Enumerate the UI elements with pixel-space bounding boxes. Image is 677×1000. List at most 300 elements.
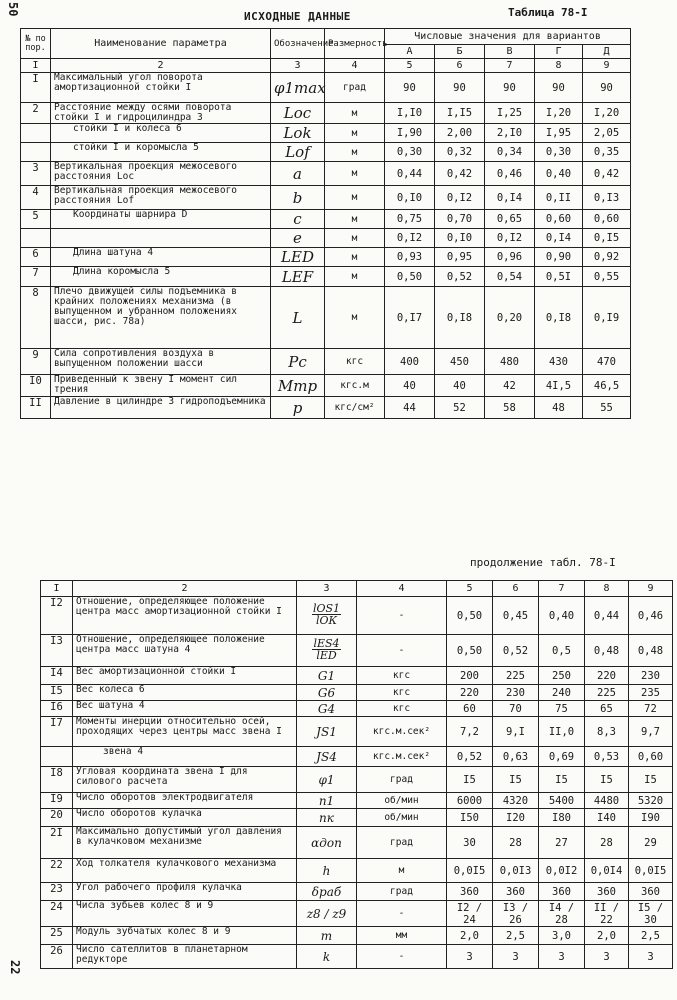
value-cell: I5: [493, 767, 539, 793]
row-number: I7: [41, 717, 73, 747]
table-row: [21, 73, 631, 103]
param-name: звена 4: [73, 747, 297, 767]
value-cell: 0,44: [385, 162, 435, 186]
value-cell: 0,I0: [385, 186, 435, 210]
param-name: Давление в цилиндре 3 гидроподъемника: [51, 397, 271, 419]
row-number: 2I: [41, 827, 73, 859]
param-symbol: G1: [297, 667, 357, 685]
value-cell: 75: [539, 701, 585, 717]
table-1: [20, 28, 631, 419]
value-cell: 200: [447, 667, 493, 685]
param-symbol: Lok: [271, 124, 325, 143]
param-name: стойки I и коромысла 5: [51, 143, 271, 162]
param-name: Максимально допустимый угол давления в кулачковом механизме: [73, 827, 297, 859]
table-row: [21, 375, 631, 397]
param-unit: -: [357, 901, 447, 927]
param-unit: -: [357, 945, 447, 969]
value-cell: 0,I2: [385, 229, 435, 248]
param-name: Угловая координата звена I для силового расчета: [73, 767, 297, 793]
value-cell: 0,I2: [485, 229, 535, 248]
header-variant: В: [485, 45, 535, 59]
param-unit: -: [357, 635, 447, 667]
column-number: 4: [325, 59, 385, 73]
page-number-bottom: 22: [8, 960, 22, 975]
table-2: [40, 580, 673, 969]
table-row: [21, 186, 631, 210]
value-cell: 2,0: [585, 927, 629, 945]
value-cell: I,I5: [435, 103, 485, 124]
value-cell: 450: [435, 349, 485, 375]
param-unit: кгс/см²: [325, 397, 385, 419]
value-cell: II / 22: [585, 901, 629, 927]
value-cell: 0,I0: [435, 229, 485, 248]
row-number: II: [21, 397, 51, 419]
param-name: Расстояние между осями поворота стойки I и гидроцилиндра 3: [51, 103, 271, 124]
param-name: Число оборотов кулачка: [73, 809, 297, 827]
table-row: [21, 248, 631, 267]
value-cell: 0,48: [629, 635, 673, 667]
row-number: I9: [41, 793, 73, 809]
column-number: 7: [539, 581, 585, 597]
value-cell: 44: [385, 397, 435, 419]
row-number: I: [21, 73, 51, 103]
value-cell: 58: [485, 397, 535, 419]
value-cell: 0,48: [585, 635, 629, 667]
value-cell: I4 / 28: [539, 901, 585, 927]
value-cell: 0,I9: [583, 287, 631, 349]
value-cell: 90: [435, 73, 485, 103]
param-unit: -: [357, 597, 447, 635]
value-cell: I2 / 24: [447, 901, 493, 927]
row-number: I2: [41, 597, 73, 635]
value-cell: 230: [629, 667, 673, 685]
value-cell: 72: [629, 701, 673, 717]
param-symbol: LED: [271, 248, 325, 267]
value-cell: 52: [435, 397, 485, 419]
value-cell: 0,46: [485, 162, 535, 186]
value-cell: 3: [493, 945, 539, 969]
value-cell: 3: [447, 945, 493, 969]
table-row: [41, 747, 673, 767]
param-unit: м: [325, 162, 385, 186]
symbol-fraction: [312, 603, 341, 626]
value-cell: 5320: [629, 793, 673, 809]
value-cell: 2,05: [583, 124, 631, 143]
fraction-numerator: lОS1: [312, 602, 341, 615]
value-cell: 0,5I: [535, 267, 583, 287]
header-variant: Г: [535, 45, 583, 59]
value-cell: 0,I8: [535, 287, 583, 349]
value-cell: 2,00: [435, 124, 485, 143]
value-cell: I,25: [485, 103, 535, 124]
value-cell: 0,I2: [435, 186, 485, 210]
param-symbol: nк: [297, 809, 357, 827]
param-name: Максимальный угол поворота амортизационной стойки I: [51, 73, 271, 103]
value-cell: 90: [385, 73, 435, 103]
value-cell: 30: [447, 827, 493, 859]
value-cell: 0,40: [535, 162, 583, 186]
param-unit: град: [357, 827, 447, 859]
param-unit: об/мин: [357, 793, 447, 809]
param-symbol: αдоп: [297, 827, 357, 859]
param-unit: м: [325, 287, 385, 349]
value-cell: 0,52: [435, 267, 485, 287]
table-row: [21, 397, 631, 419]
row-number: 26: [41, 945, 73, 969]
header-name: Наименование параметра: [51, 29, 271, 59]
value-cell: 0,90: [535, 248, 583, 267]
row-number: I8: [41, 767, 73, 793]
value-cell: 3: [585, 945, 629, 969]
value-cell: 225: [493, 667, 539, 685]
param-name: Вес шатуна 4: [73, 701, 297, 717]
column-number: 2: [73, 581, 297, 597]
column-number: 3: [271, 59, 325, 73]
value-cell: 2,I0: [485, 124, 535, 143]
value-cell: 27: [539, 827, 585, 859]
param-symbol: JS4: [297, 747, 357, 767]
value-cell: 360: [585, 883, 629, 901]
page-title: ИСХОДНЫЕ ДАННЫЕ: [244, 10, 351, 23]
param-symbol: [297, 635, 357, 667]
table-row: [21, 349, 631, 375]
column-number: 8: [585, 581, 629, 597]
value-cell: 3,0: [539, 927, 585, 945]
param-name: Длина коромысла 5: [51, 267, 271, 287]
table-row: [21, 124, 631, 143]
column-number: 5: [447, 581, 493, 597]
value-cell: 0,5: [539, 635, 585, 667]
value-cell: 0,35: [583, 143, 631, 162]
column-number: 3: [297, 581, 357, 597]
row-number: I5: [41, 685, 73, 701]
value-cell: I90: [629, 809, 673, 827]
value-cell: 28: [493, 827, 539, 859]
param-name: Вес колеса 6: [73, 685, 297, 701]
row-number: 3: [21, 162, 51, 186]
value-cell: 90: [583, 73, 631, 103]
column-number: 2: [51, 59, 271, 73]
value-cell: 2,5: [493, 927, 539, 945]
param-symbol: c: [271, 210, 325, 229]
fraction-denominator: lОК: [315, 614, 338, 627]
value-cell: 0,46: [629, 597, 673, 635]
row-number: [21, 229, 51, 248]
row-number: 8: [21, 287, 51, 349]
param-unit: кгс.м.сек²: [357, 747, 447, 767]
row-number: 20: [41, 809, 73, 827]
table-row: [21, 287, 631, 349]
table-row: [21, 267, 631, 287]
table-row: [41, 945, 673, 969]
value-cell: 360: [539, 883, 585, 901]
param-name: Моменты инерции относительно осей, проходящих через центры масс звена I: [73, 717, 297, 747]
value-cell: 0,II: [535, 186, 583, 210]
param-symbol: [297, 597, 357, 635]
value-cell: 0,40: [539, 597, 585, 635]
value-cell: 65: [585, 701, 629, 717]
header-variant: Д: [583, 45, 631, 59]
param-symbol: LEF: [271, 267, 325, 287]
value-cell: 0,60: [535, 210, 583, 229]
row-number: [41, 747, 73, 767]
column-number: 7: [485, 59, 535, 73]
value-cell: 0,I4: [535, 229, 583, 248]
value-cell: I50: [447, 809, 493, 827]
symbol-fraction: [312, 638, 340, 661]
value-cell: 0,60: [583, 210, 631, 229]
value-cell: 48: [535, 397, 583, 419]
param-unit: м: [325, 186, 385, 210]
value-cell: 360: [493, 883, 539, 901]
table-row: [41, 767, 673, 793]
table-label: Таблица 78-I: [508, 6, 588, 19]
row-number: 6: [21, 248, 51, 267]
value-cell: 6000: [447, 793, 493, 809]
param-unit: м: [325, 267, 385, 287]
param-symbol: Loc: [271, 103, 325, 124]
value-cell: 0,52: [447, 747, 493, 767]
value-cell: 9,I: [493, 717, 539, 747]
param-unit: мм: [357, 927, 447, 945]
value-cell: I20: [493, 809, 539, 827]
value-cell: I,I0: [385, 103, 435, 124]
param-symbol: p: [271, 397, 325, 419]
param-name: Угол рабочего профиля кулачка: [73, 883, 297, 901]
value-cell: II,0: [539, 717, 585, 747]
param-unit: кгс.м: [325, 375, 385, 397]
param-symbol: JS1: [297, 717, 357, 747]
value-cell: 0,50: [447, 635, 493, 667]
value-cell: I5: [539, 767, 585, 793]
param-symbol: L: [271, 287, 325, 349]
param-unit: град: [357, 767, 447, 793]
value-cell: 240: [539, 685, 585, 701]
row-number: [21, 124, 51, 143]
row-number: 22: [41, 859, 73, 883]
value-cell: 0,I5: [583, 229, 631, 248]
value-cell: 3: [629, 945, 673, 969]
value-cell: 0,63: [493, 747, 539, 767]
value-cell: 0,95: [435, 248, 485, 267]
table-row: [41, 701, 673, 717]
value-cell: 4320: [493, 793, 539, 809]
row-number: 7: [21, 267, 51, 287]
value-cell: 0,0I5: [629, 859, 673, 883]
column-number: I: [21, 59, 51, 73]
value-cell: 0,50: [447, 597, 493, 635]
value-cell: 360: [447, 883, 493, 901]
value-cell: 0,0I4: [585, 859, 629, 883]
param-unit: м: [325, 229, 385, 248]
value-cell: I,20: [583, 103, 631, 124]
value-cell: I5: [447, 767, 493, 793]
value-cell: 220: [585, 667, 629, 685]
value-cell: 0,34: [485, 143, 535, 162]
value-cell: 4I,5: [535, 375, 583, 397]
value-cell: 0,30: [385, 143, 435, 162]
param-name: Ход толкателя кулачкового механизма: [73, 859, 297, 883]
value-cell: 40: [435, 375, 485, 397]
row-number: 24: [41, 901, 73, 927]
table-row: [41, 859, 673, 883]
param-name: Вертикальная проекция межосевого расстояния Loc: [51, 162, 271, 186]
value-cell: 60: [447, 701, 493, 717]
row-number: I4: [41, 667, 73, 685]
param-name: Вес амортизационной стойки I: [73, 667, 297, 685]
value-cell: 8,3: [585, 717, 629, 747]
value-cell: 90: [485, 73, 535, 103]
row-number: 4: [21, 186, 51, 210]
param-unit: кгс: [357, 701, 447, 717]
param-name: Вертикальная проекция межосевого расстояния Lof: [51, 186, 271, 210]
value-cell: 0,96: [485, 248, 535, 267]
table-row: [21, 143, 631, 162]
header-variant: Б: [435, 45, 485, 59]
param-symbol: z8 / z9: [297, 901, 357, 927]
row-number: I0: [21, 375, 51, 397]
value-cell: I,95: [535, 124, 583, 143]
table-row: [41, 667, 673, 685]
header-symbol: Обозначение: [271, 29, 325, 59]
column-number: 8: [535, 59, 583, 73]
row-number: [21, 143, 51, 162]
value-cell: 0,I4: [485, 186, 535, 210]
value-cell: 220: [447, 685, 493, 701]
param-name: Координаты шарнира D: [51, 210, 271, 229]
value-cell: 40: [385, 375, 435, 397]
value-cell: 0,0I5: [447, 859, 493, 883]
param-symbol: h: [297, 859, 357, 883]
value-cell: I,20: [535, 103, 583, 124]
row-number: 5: [21, 210, 51, 229]
param-symbol: k: [297, 945, 357, 969]
param-symbol: Lof: [271, 143, 325, 162]
value-cell: 0,50: [385, 267, 435, 287]
value-cell: 0,42: [435, 162, 485, 186]
header-unit: Размерность: [325, 29, 385, 59]
param-unit: м: [325, 248, 385, 267]
value-cell: 0,0I2: [539, 859, 585, 883]
param-unit: кгс: [357, 685, 447, 701]
param-unit: кгс: [357, 667, 447, 685]
value-cell: 360: [629, 883, 673, 901]
param-name: Число оборотов электродвигателя: [73, 793, 297, 809]
param-unit: град: [325, 73, 385, 103]
table-row: [41, 901, 673, 927]
value-cell: 42: [485, 375, 535, 397]
param-unit: об/мин: [357, 809, 447, 827]
value-cell: 235: [629, 685, 673, 701]
param-symbol: b: [271, 186, 325, 210]
value-cell: 0,55: [583, 267, 631, 287]
param-unit: кгс.м.сек²: [357, 717, 447, 747]
value-cell: 0,69: [539, 747, 585, 767]
param-symbol: m: [297, 927, 357, 945]
column-number: 6: [493, 581, 539, 597]
header-values-group: Числовые значения для вариантов: [385, 29, 631, 45]
value-cell: 5400: [539, 793, 585, 809]
row-number: 2: [21, 103, 51, 124]
param-symbol: φ1: [297, 767, 357, 793]
value-cell: I5 / 30: [629, 901, 673, 927]
value-cell: 0,65: [485, 210, 535, 229]
value-cell: 225: [585, 685, 629, 701]
table-row: [41, 793, 673, 809]
value-cell: 0,53: [585, 747, 629, 767]
param-symbol: a: [271, 162, 325, 186]
value-cell: 0,42: [583, 162, 631, 186]
row-number: 9: [21, 349, 51, 375]
table-row: [21, 210, 631, 229]
row-number: 25: [41, 927, 73, 945]
value-cell: 0,70: [435, 210, 485, 229]
column-number: 6: [435, 59, 485, 73]
param-name: Числа зубьев колес 8 и 9: [73, 901, 297, 927]
column-number: 4: [357, 581, 447, 597]
value-cell: 46,5: [583, 375, 631, 397]
value-cell: 0,52: [493, 635, 539, 667]
param-unit: м: [325, 103, 385, 124]
table-row: [41, 809, 673, 827]
table-row: [41, 927, 673, 945]
param-symbol: δраб: [297, 883, 357, 901]
value-cell: I,90: [385, 124, 435, 143]
param-unit: град: [357, 883, 447, 901]
value-cell: 0,93: [385, 248, 435, 267]
value-cell: 230: [493, 685, 539, 701]
param-name: Модуль зубчатых колес 8 и 9: [73, 927, 297, 945]
param-unit: м: [357, 859, 447, 883]
table-row: [41, 635, 673, 667]
param-name: Число сателлитов в планетарном редукторе: [73, 945, 297, 969]
value-cell: 0,20: [485, 287, 535, 349]
value-cell: 7,2: [447, 717, 493, 747]
param-unit: кгс: [325, 349, 385, 375]
column-number: 9: [583, 59, 631, 73]
value-cell: 0,I3: [583, 186, 631, 210]
param-name: Длина шатуна 4: [51, 248, 271, 267]
param-name: Плечо движущей силы подъемника в крайних положениях механизма (в выпущенном и убранном положениях шасси, рис. 78а): [51, 287, 271, 349]
param-symbol: G4: [297, 701, 357, 717]
value-cell: 0,54: [485, 267, 535, 287]
value-cell: I5: [629, 767, 673, 793]
table-row: [21, 162, 631, 186]
param-symbol: n1: [297, 793, 357, 809]
row-number: 23: [41, 883, 73, 901]
param-symbol: e: [271, 229, 325, 248]
page-number-top: 50: [6, 2, 20, 17]
value-cell: 480: [485, 349, 535, 375]
param-symbol: G6: [297, 685, 357, 701]
value-cell: 0,60: [629, 747, 673, 767]
table-row: [41, 597, 673, 635]
param-name: Сила сопротивления воздуха в выпущенном положении шасси: [51, 349, 271, 375]
param-name: Отношение, определяющее положение центра масс амортизационной стойки I: [73, 597, 297, 635]
value-cell: 0,30: [535, 143, 583, 162]
value-cell: 4480: [585, 793, 629, 809]
row-number: I6: [41, 701, 73, 717]
param-unit: м: [325, 124, 385, 143]
param-symbol: Pc: [271, 349, 325, 375]
row-number: I3: [41, 635, 73, 667]
value-cell: 3: [539, 945, 585, 969]
fraction-numerator: lES4: [313, 637, 340, 650]
value-cell: 0,I7: [385, 287, 435, 349]
table-row: [41, 827, 673, 859]
param-name: стойки I и колеса 6: [51, 124, 271, 143]
fraction-denominator: lED: [316, 649, 337, 662]
